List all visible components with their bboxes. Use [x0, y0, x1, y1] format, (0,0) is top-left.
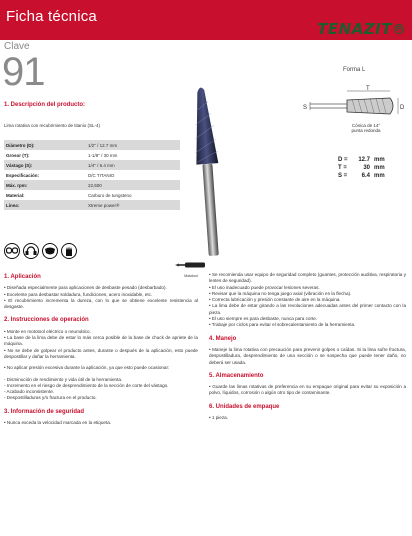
spec-key: Vástago (S):	[6, 162, 33, 168]
consecuencia-item: - Despostilladuras y/o fractura en el producto.	[4, 395, 97, 401]
spec-row	[4, 180, 180, 190]
almacenamiento-text: • Guarde las limas rotativas de preferencia en su empaque original para evitar su exposición a polvo, líquidos, corrosión o algún otro tipo de contaminante.	[209, 384, 406, 396]
seguridad-item: • Trabaje por ciclos para evitar el sobrecalentamiento de la herramienta.	[209, 322, 356, 328]
brand-name: TENAZIT	[317, 20, 392, 38]
brand-logo	[317, 20, 404, 38]
mototool-icon	[175, 261, 207, 269]
spec-key: Máx. rpm:	[6, 182, 28, 188]
spec-value: Xtreme power®	[88, 202, 120, 208]
aplicacion-item: • El recubrimiento incrementa la dureza, con lo que se obtiene excelente resistencia al desgaste.	[4, 297, 198, 310]
label-t: T	[366, 86, 370, 92]
dim-value: 12.7	[358, 157, 370, 163]
spec-key: Grosor (T):	[6, 152, 30, 158]
registered-mark: R	[394, 24, 404, 34]
spec-value: 1/2" / 12.7 mm	[88, 142, 118, 148]
spec-key: Especificación:	[6, 172, 40, 178]
shape-caption-line2: punta redonda	[351, 128, 381, 133]
left-column	[4, 272, 198, 426]
spec-key: Diámetro (D):	[6, 142, 35, 148]
seguridad-item: • Se recomienda usar equipo de seguridad completo (guantes, protección auditiva, respiratoria y lentes de seguridad).	[209, 272, 406, 284]
instrucciones-item: • No se debe de golpear el producto antes, durante o después de la aplicación, esto puede despostillar y dañar la herramienta.	[4, 347, 198, 359]
mask-icon	[42, 243, 58, 259]
aplicacion-item: • Diseñada especialmente para aplicaciones de desbaste pesado (desbarbado).	[4, 285, 167, 291]
consecuencia-item: - Disminución de rendimiento y vida útil de la herramienta.	[4, 376, 123, 382]
empaque-text: • 1 pieza.	[209, 415, 228, 421]
dim-value: 6.4	[361, 173, 370, 179]
spec-value: 22,500	[88, 182, 102, 188]
clave-label: Clave	[4, 41, 30, 52]
label-d: D	[400, 105, 405, 111]
right-column	[209, 272, 406, 421]
instrucciones-item: • Monte en mototool eléctrico o neumático.	[4, 328, 91, 334]
forma-label: Forma L	[343, 67, 366, 73]
spec-row	[4, 190, 180, 200]
spec-value: 1/4" / 6.4 mm	[88, 162, 115, 168]
page-title: Ficha técnica	[6, 8, 97, 25]
spec-key: Línea:	[6, 202, 20, 208]
label-s: S	[303, 105, 308, 111]
spec-table	[4, 140, 180, 210]
shape-caption	[331, 123, 401, 133]
spec-key: Material:	[6, 192, 25, 198]
seguridad-heading: 3. Información de seguridad	[4, 408, 85, 415]
empaque-heading: 6. Unidades de empaque	[209, 403, 280, 410]
almacenamiento-heading: 5. Almacenamiento	[209, 372, 264, 379]
spec-row	[4, 160, 180, 170]
gloves-icon	[61, 243, 77, 259]
dimension-row	[338, 164, 406, 172]
goggles-icon	[4, 243, 20, 259]
spec-value: 1-1/8" / 30 mm	[88, 152, 118, 158]
spec-value: Carburo de tungsteno	[88, 192, 132, 198]
manejo-heading: 4. Manejo	[209, 335, 237, 342]
safety-icons	[4, 243, 77, 259]
clave-number: 91	[2, 50, 45, 94]
spec-row	[4, 200, 180, 210]
dim-unit: mm	[374, 157, 385, 163]
dimension-row	[338, 156, 406, 164]
description-heading: 1. Descripción del producto:	[4, 102, 86, 108]
consecuencia-item: - Incremento en el riesgo de desprendimiento de la sección de corte del vástago.	[4, 382, 169, 388]
spec-row	[4, 140, 180, 150]
description-text: Lima rotativa con recubrimiento de titanio (SL-4)	[4, 123, 101, 128]
shape-caption-line1: Cónica de 14°	[351, 123, 381, 128]
dim-unit: mm	[374, 173, 385, 179]
dim-value: 30	[363, 165, 370, 171]
spec-value: D/C TITANIO	[88, 172, 115, 178]
seguridad-item: • El uso inadecuado puede provocar lesiones severas.	[209, 284, 320, 290]
spec-row	[4, 150, 180, 160]
seguridad-item: • La lima debe de estar girando a las revoluciones adecuadas antes del primer contacto con la pieza.	[209, 303, 406, 315]
presion-text: • No aplicar presión excesiva durante la aplicación, ya que esto puede ocasionar:	[4, 365, 170, 371]
consecuencia-item: - Acabado inconsistente.	[4, 389, 55, 395]
dim-key: D =	[338, 157, 348, 163]
dimensions	[338, 156, 406, 180]
dim-key: T =	[338, 165, 347, 171]
seguridad-item: • Revisar que la máquina no tenga juego axial (vibración en la flecha).	[209, 290, 352, 296]
dimension-row	[338, 172, 406, 180]
mototool-label: Mototool	[184, 274, 198, 278]
dim-key: S =	[338, 173, 348, 179]
aplicacion-heading: 1. Aplicación	[4, 274, 41, 280]
aplicacion-item: • Excelente para desbastar soldadura, fundiciones, acero inoxidable, etc.	[4, 291, 153, 297]
seguridad-item: • Nunca exceda la velocidad marcada en la etiqueta.	[4, 420, 112, 426]
manejo-text: • Maneje la lima rotativa con precaución para prevenir golpes o caídas. Si la lima sufre fractura, despostilladura, desprendimiento de una sección o se sospecha que puede tener daño, no deberá ser usada.	[209, 346, 406, 365]
instrucciones-heading: 2. Instrucciones de operación	[4, 317, 89, 324]
carbide-burr-image	[178, 80, 248, 258]
dim-unit: mm	[374, 165, 385, 171]
shape-diagram	[300, 85, 408, 121]
spec-row	[4, 170, 180, 180]
seguridad-item: • El uso siempre es para desbaste, nunca para corte.	[209, 316, 318, 322]
ear-protection-icon	[23, 243, 39, 259]
instrucciones-item: • La base de la lima debe de estar lo más cerca posible de la base de chuck de apriete de la máquina.	[4, 335, 198, 347]
seguridad-item: • Correcta lubricación y presión constante de aire en la máquina.	[209, 297, 341, 303]
